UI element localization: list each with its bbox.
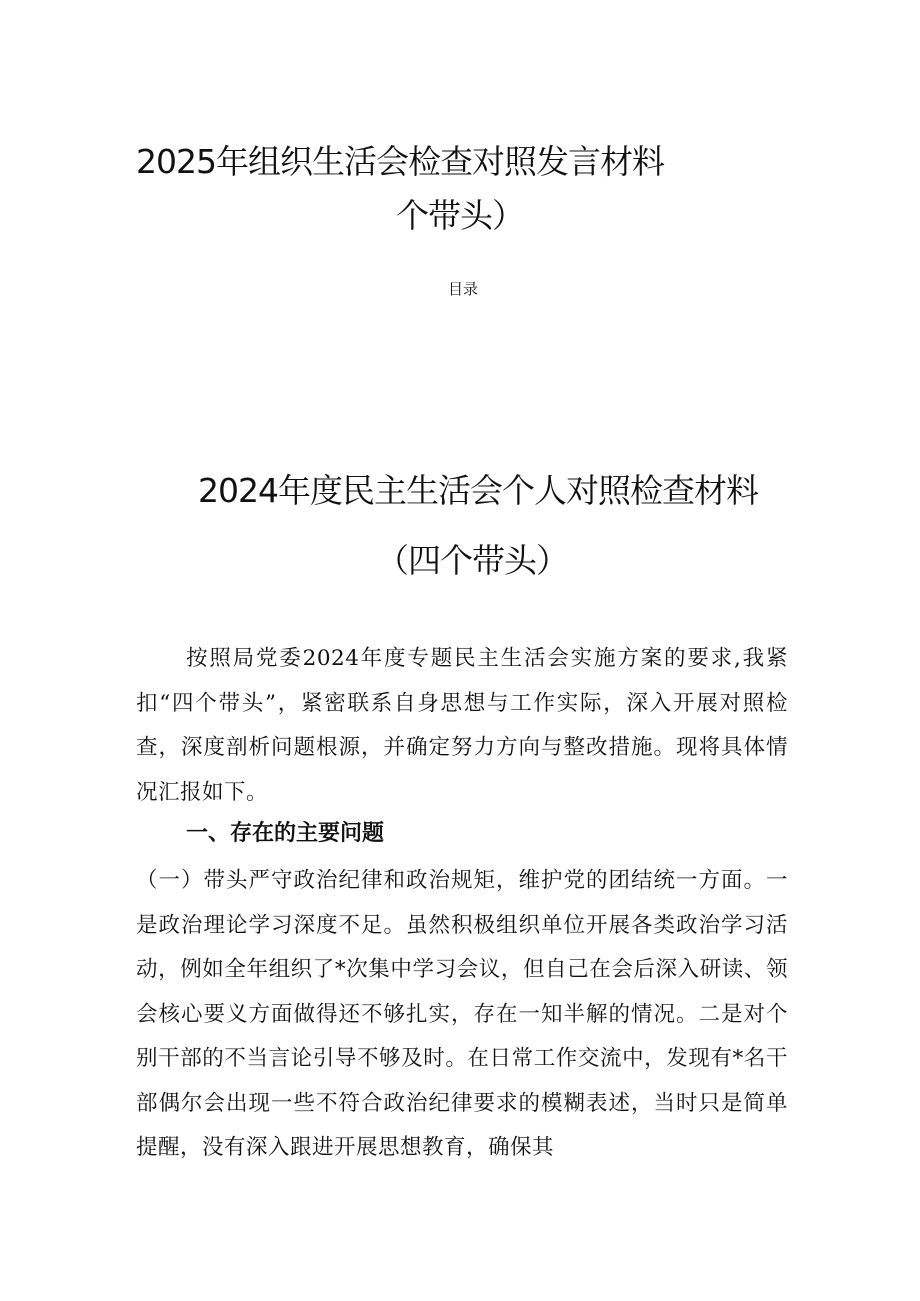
intro-paragraph: 按照局党委2024年度专题民主生活会实施方案的要求,我紧扣“四个带头”，紧密联系自身思想与工作实际，深入开展对照检查，深度剖析问题根源，并确定努力方向与整改措施。现将具体情况汇报如下。 — [136, 646, 788, 805]
article-subheading: （四个带头） — [376, 541, 568, 580]
section-heading: 一、存在的主要问题 — [186, 821, 385, 846]
section-paragraph: （一）带头严守政治纪律和政治规矩，维护党的团结统一方面。一是政治理论学习深度不足。虽然积极组织单位开展各类政治学习活动，例如全年组织了*次集中学习会议，但自己在会后深入研读、领会核心要义方面做得还不够扎实，存在一知半解的情况。二是对个别干部的不当言论引导不够及时。在日常工作交流中，发现有*名干部偶尔会出现一些不符合政治纪律要求的模糊表述，当时只是简单提醒，没有深入跟进开展思想教育，确保其 — [136, 868, 788, 1160]
document-title: 2025年组织生活会检查对照发言材料 — [136, 142, 664, 181]
document-title-continuation: 个带头） — [396, 196, 524, 235]
table-of-contents-label: 目录 — [448, 280, 479, 298]
article-heading: 2024年度民主生活会个人对照检查材料 — [198, 471, 758, 510]
